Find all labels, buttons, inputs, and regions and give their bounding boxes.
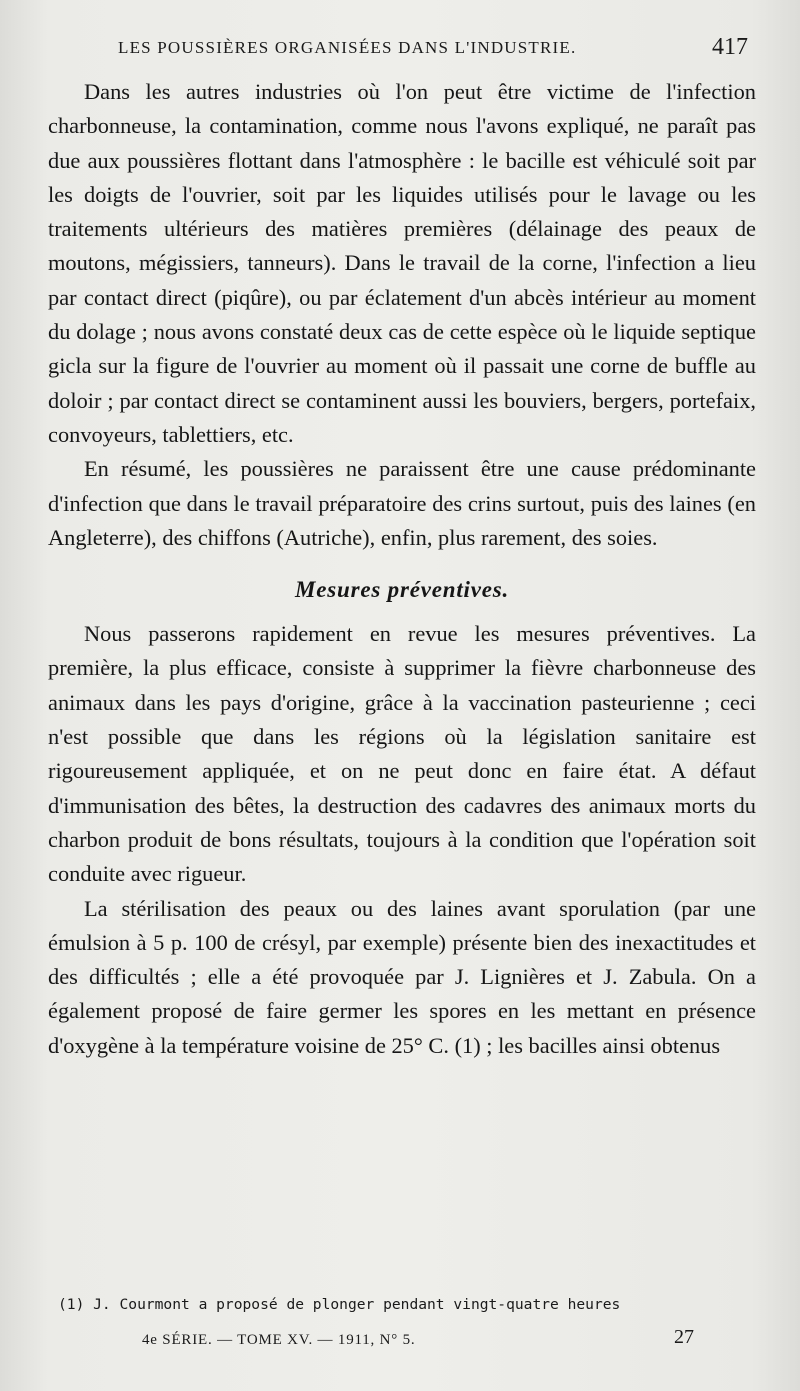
running-head: LES POUSSIÈRES ORGANISÉES DANS L'INDUSTRIE. bbox=[118, 38, 577, 57]
series-info: 4e SÉRIE. — TOME XV. — 1911, N° 5. bbox=[142, 1332, 416, 1348]
paragraph: En résumé, les poussières ne paraissent être une cause prédominante d'infection que dans le travail préparatoire des crins surtout, puis des laines (en Angleterre), des chiffons (Autriche), enfin, plus rarement, des soies. bbox=[48, 456, 756, 550]
body-text bbox=[48, 75, 756, 1063]
paragraph: La stérilisation des peaux ou des laines avant sporulation (par une émulsion à 5 p. 100 de crésyl, par exemple) présente bien des inexactitudes et des difficultés ; elle a été provoquée par J. Lignières et J. Zabula. On a également proposé de faire germer les spores en les mettant en présence d'oxygène à la température voisine de 25° C. (1) ; les bacilles ainsi obtenus bbox=[48, 895, 756, 1058]
page-number: 417 bbox=[712, 34, 748, 60]
page-header bbox=[118, 34, 748, 64]
signature-mark: 27 bbox=[674, 1326, 694, 1348]
footnote: (1) J. Courmont a proposé de plonger pendant vingt-quatre heures bbox=[58, 1296, 621, 1313]
paragraph: Dans les autres industries où l'on peut être victime de l'infection charbonneuse, la contamination, comme nous l'avons expliqué, ne paraît pas due aux poussières flottant dans l'atmosphère : le bacille est véhiculé soit par les doigts de l'ouvrier, soit par les liquides utilisés pour le lavage ou les traitements ultérieurs des matières premières (délainage des peaux de moutons, mégissiers, tanneurs). Dans le travail de la corne, l'infection a lieu par contact direct (piqûre), ou par éclatement d'un abcès intérieur au moment du dolage ; nous avons constaté deux cas de cette espèce où le liquide septique gicla sur la figure de l'ouvrier au moment où il passait une corne de buffle au doloir ; par contact direct se contaminent aussi les bouviers, bergers, portefaix, convoyeurs, tablettiers, etc. bbox=[48, 79, 756, 447]
page-footer bbox=[142, 1326, 694, 1354]
paragraph: Nous passerons rapidement en revue les mesures préventives. La première, la plus efficace, consiste à supprimer la fièvre charbonneuse des animaux dans les pays d'origine, grâce à la vaccination pasteurienne ; ceci n'est possible que dans les régions où la législation sanitaire est rigoureusement appliquée, et on ne peut donc en faire état. A défaut d'immunisation des bêtes, la destruction des cadavres des animaux morts du charbon produit de bons résultats, toujours à la condition que l'opération soit conduite avec rigueur. bbox=[48, 621, 756, 887]
section-heading: Mesures préventives. bbox=[294, 577, 510, 603]
